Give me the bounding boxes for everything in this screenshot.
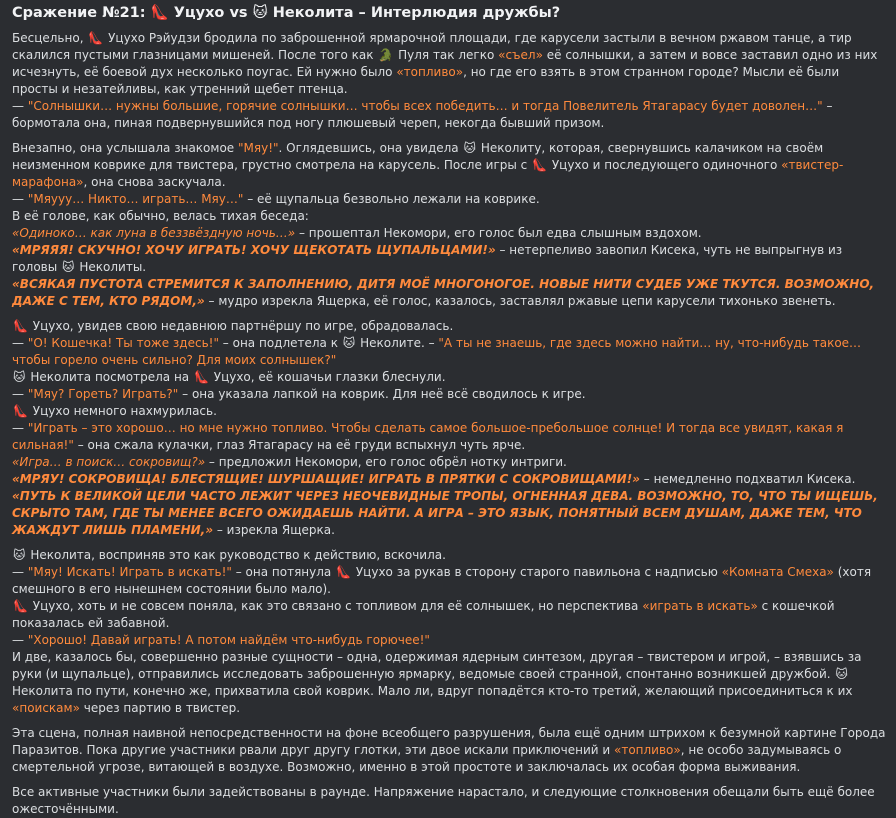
narration-text: Неколиты. — [75, 260, 147, 274]
shouted-speech: «МРЯЯЯ! СКУЧНО! ХОЧУ ИГРАТЬ! ХОЧУ ЩЕКОТАТЬ ЩУПАЛЬЦАМИ!» — [12, 243, 496, 257]
story-line — [12, 242, 888, 276]
narration-text: Внезапно, она услышала знакомое — [12, 141, 238, 155]
story-body — [12, 30, 888, 818]
narration-text: – она подлетела к — [218, 336, 342, 350]
story-line — [12, 208, 888, 225]
heel-emoji: 👠 — [193, 370, 209, 384]
narration-text: Уцухо, увидев свою недавнюю партнёршу по игре, обрадовалась. — [28, 319, 454, 333]
quoted-speech: "Солнышки… нужны большие, горячие солнышки… чтобы всех победить… и тогда Повелитель Ятагарасу будет доволен…" — [27, 99, 823, 113]
narration-text: через партию в твистер. — [79, 701, 241, 715]
story-line — [12, 488, 888, 539]
story-line — [12, 369, 888, 386]
narration-text: — — [12, 387, 28, 401]
quoted-speech: "Мяу? Гореть? Играть?" — [27, 387, 179, 401]
narration-text: — — [12, 421, 28, 435]
quoted-speech: «съел» — [498, 48, 543, 62]
cat-emoji: 🐱 — [463, 141, 476, 155]
narration-text: – нетерпеливо завопил Кисека, чуть не выпрыгнув из головы — [12, 243, 843, 274]
shouted-speech: «ВСЯКАЯ ПУСТОТА СТРЕМИТСЯ К ЗАПОЛНЕНИЮ, ДИТЯ МОЁ МНОГОНОГОЕ. НОВЫЕ НИТИ СУДЕБ УЖЕ ТКУТСЯ. ВОЗМОЖНО, ДАЖЕ С ТЕМ, КТО РЯДОМ,» — [12, 277, 875, 308]
narration-text: – изрекла Ящерка. — [213, 523, 335, 537]
narration-text: Бесцельно, — [12, 31, 88, 45]
heel-emoji: 👠 — [13, 599, 28, 613]
narration-text: , она снова заскучала. — [83, 175, 226, 189]
quoted-speech: «Комната Смеха» — [721, 565, 834, 579]
paragraph-gap — [12, 310, 888, 318]
story-line — [12, 386, 888, 403]
paragraph-gap — [12, 539, 888, 547]
story-line — [12, 276, 888, 310]
narration-text: Неколите. – — [356, 336, 439, 350]
quoted-speech: "А ты не знаешь, где здесь можно найти… ну, что-нибудь такое… чтобы горело очень сильно? Для моих солнышек?" — [12, 336, 862, 367]
narration-text: Все активные участники были задействованы в раунде. Напряжение нарастало, и следующие столкновения обещали быть ещё более ожесточёнными. — [12, 785, 875, 816]
quoted-speech: "Мяу! Искать! Играть в искать!" — [27, 565, 232, 579]
heel-emoji: 👠 — [88, 31, 104, 45]
narration-text: , не особо задумываясь о смертельной угрозе, витающей в воздухе. Возможно, именно в этой простоте и заключалась их особая форма выживания. — [12, 743, 842, 774]
narration-text: – прошептал Некомори, его голос был едва слышным вздохом. — [295, 226, 702, 240]
narration-text: – мудро изрекла Ящерка, её голос, казалось, заставлял ржавые цепи карусели тихонько звенеть. — [204, 294, 836, 308]
narration-text: Неколита, восприняв это как руководство к действию, вскочила. — [26, 548, 446, 562]
heel-emoji: 👠 — [13, 404, 28, 418]
narration-text: – её щупальца безвольно лежали на коврике. — [243, 192, 540, 206]
paragraph-gap — [12, 132, 888, 140]
quoted-speech: "О! Кошечка! Ты тоже здесь!" — [27, 336, 219, 350]
shouted-speech: «ПУТЬ К ВЕЛИКОЙ ЦЕЛИ ЧАСТО ЛЕЖИТ ЧЕРЕЗ НЕОЧЕВИДНЫЕ ТРОПЫ, ОГНЕННАЯ ДЕВА. ВОЗМОЖНО, ТО, ЧТО ТЫ ИЩЕШЬ, СКРЫТО ТАМ, ГДЕ ТЫ МЕНЕЕ ВСЕГО ОЖИДАЕШЬ НАЙТИ. А ИГРА – ЭТО ЯЗЫК, ПОНЯТНЫЙ ВСЕМ ДУШАМ, ДАЖЕ ТЕМ, ЧТО ЖАЖДУТ ЛИШЬ ПЛАМЕНИ,» — [12, 489, 878, 537]
story-line — [12, 318, 888, 335]
narration-text: И две, казалось бы, совершенно разные сущности – одна, одержимая ядерным синтезом, другая – твистером и игрой, – взявшись за руки (и щупальце), отправились исследовать заброшенную ярмарку, ведомые своей странной, спонтанно возникшей дружбой. — [12, 650, 862, 681]
narration-text: — — [12, 99, 28, 113]
story-line — [12, 454, 888, 471]
quoted-speech: "Мяу!" — [238, 141, 279, 155]
narration-text: Уцухо Рэйудзи бродила по заброшенной ярмарочной площади, где карусели застыли в вечном ржавом танце, а тир скалился пустыми глазницами мишеней. После того как — [12, 31, 852, 62]
narration-text: – она сжала кулачки, глаз Ятагарасу на её груди вспыхнул чуть ярче. — [73, 438, 526, 452]
shouted-speech: «МРЯУ! СОКРОВИЩА! БЛЕСТЯЩИЕ! ШУРШАЩИЕ! ИГРАТЬ В ПРЯТКИ С СОКРОВИЩАМИ!» — [12, 472, 640, 486]
thought-speech: «Одиноко… как луна в беззвёздную ночь…» — [12, 226, 296, 240]
narration-text: — — [12, 336, 28, 350]
story-line — [12, 471, 888, 488]
crocodile-emoji: 🐊 — [378, 48, 394, 62]
narration-text: – немедленно подхватил Кисека. — [639, 472, 856, 486]
narration-text: – она указала лапкой на коврик. Для неё всё сводилось к игре. — [178, 387, 586, 401]
quoted-speech: "Мяууу… Никто… играть… Мяу…" — [27, 192, 244, 206]
narration-text: — — [12, 633, 28, 647]
story-line — [12, 649, 888, 717]
quoted-speech: "Играть – это хорошо… но мне нужно топливо. Чтобы сделать самое большое-пребольшое солнце! И тогда все увидят, какая я сильная!" — [12, 421, 844, 452]
narration-text: – бормотала она, пиная подвернувшийся под ногу плюшевый череп, некогда бывший призом. — [12, 99, 833, 130]
quoted-speech: «играть в искать» — [642, 599, 758, 613]
story-line — [12, 140, 888, 191]
narration-text: . Оглядевшись, она увидела — [278, 141, 463, 155]
story-line — [12, 564, 888, 598]
quoted-speech: "Хорошо! Давай играть! А потом найдём что-нибудь горючее!" — [27, 633, 430, 647]
cat-emoji: 🐱 — [62, 260, 75, 274]
quoted-speech: «твистер-марафона» — [12, 158, 844, 189]
cat-emoji: 🐱 — [13, 370, 26, 384]
narration-text: её солнышки, а затем и вовсе заставил одно из них исчезнуть, её боевой дух несколько поугас. Ей нужно было — [12, 48, 878, 79]
story-line — [12, 725, 888, 776]
narration-text: Уцухо и последующего одиночного — [548, 158, 782, 172]
story-line — [12, 98, 888, 132]
narration-text: (хотя смешного в его нынешнем состоянии было мало). — [12, 565, 872, 596]
narration-text: Неколиту, которая, свернувшись калачиком на своём неизменном коврике для твистера, грустно смотрела на карусель. После игры с — [12, 141, 824, 172]
story-line — [12, 784, 888, 818]
story-line — [12, 598, 888, 632]
story-line — [12, 403, 888, 420]
narration-text: Эта сцена, полная наивной непосредственности на фоне всеобщего разрушения, была ещё одним штрихом к безумной картине Города Паразитов. Пока другие участники рвали друг другу глотки, эти двое искали приключений и — [12, 726, 886, 757]
quoted-speech: «топливо» — [396, 65, 464, 79]
heel-emoji: 👠 — [336, 565, 352, 579]
thought-speech: «Игра… в поиск… сокровищ?» — [12, 455, 206, 469]
story-line — [12, 30, 888, 98]
cat-emoji: 🐱 — [342, 336, 356, 350]
narration-text: Пуля так легко — [394, 48, 499, 62]
story-line — [12, 420, 888, 454]
quoted-speech: «топливо» — [613, 743, 681, 757]
cat-emoji: 🐱 — [13, 548, 26, 562]
narration-text: Уцухо, хоть и не совсем поняла, как это связано с топливом для её солнышек, но перспектива — [28, 599, 643, 613]
narration-text: — — [12, 565, 28, 579]
story-line — [12, 191, 888, 208]
narration-text: Неколита посмотрела на — [26, 370, 193, 384]
paragraph-gap — [12, 717, 888, 725]
narration-text: — — [12, 192, 28, 206]
quoted-speech: «поискам» — [12, 701, 80, 715]
narration-text: – она потянула — [231, 565, 336, 579]
story-line — [12, 547, 888, 564]
narration-text: Уцухо, её кошачьи глазки блеснули. — [209, 370, 446, 384]
narration-text: Неколита по пути, конечно же, прихватила свой коврик. Мало ли, вдруг попадётся кто-то третий, желающий присоединиться к их — [12, 684, 853, 698]
story-title: Сражение №21: 👠 Уцухо vs 🐱 Неколита – Интерлюдия дружбы? — [12, 5, 561, 21]
story-line — [12, 632, 888, 649]
narration-text: – предложил Некомори, его голос обрёл нотку интриги. — [205, 455, 567, 469]
story-line — [12, 335, 888, 369]
narration-text: с кошечкой показалась ей забавной. — [12, 599, 835, 630]
narration-text: , но где его взять в этом странном городе? Мысли её были просты и незатейливы, как утренний щебет птенца. — [12, 65, 840, 96]
narration-text: Уцухо за рукав в сторону старого павильона с надписью — [352, 565, 722, 579]
heel-emoji: 👠 — [532, 158, 548, 172]
cat-emoji: 🐱 — [835, 667, 848, 681]
story-line — [12, 225, 888, 242]
paragraph-gap — [12, 776, 888, 784]
heel-emoji: 👠 — [13, 319, 28, 333]
narration-text: Уцухо немного нахмурилась. — [28, 404, 217, 418]
narration-text: В её голове, как обычно, велась тихая беседа: — [12, 209, 309, 223]
